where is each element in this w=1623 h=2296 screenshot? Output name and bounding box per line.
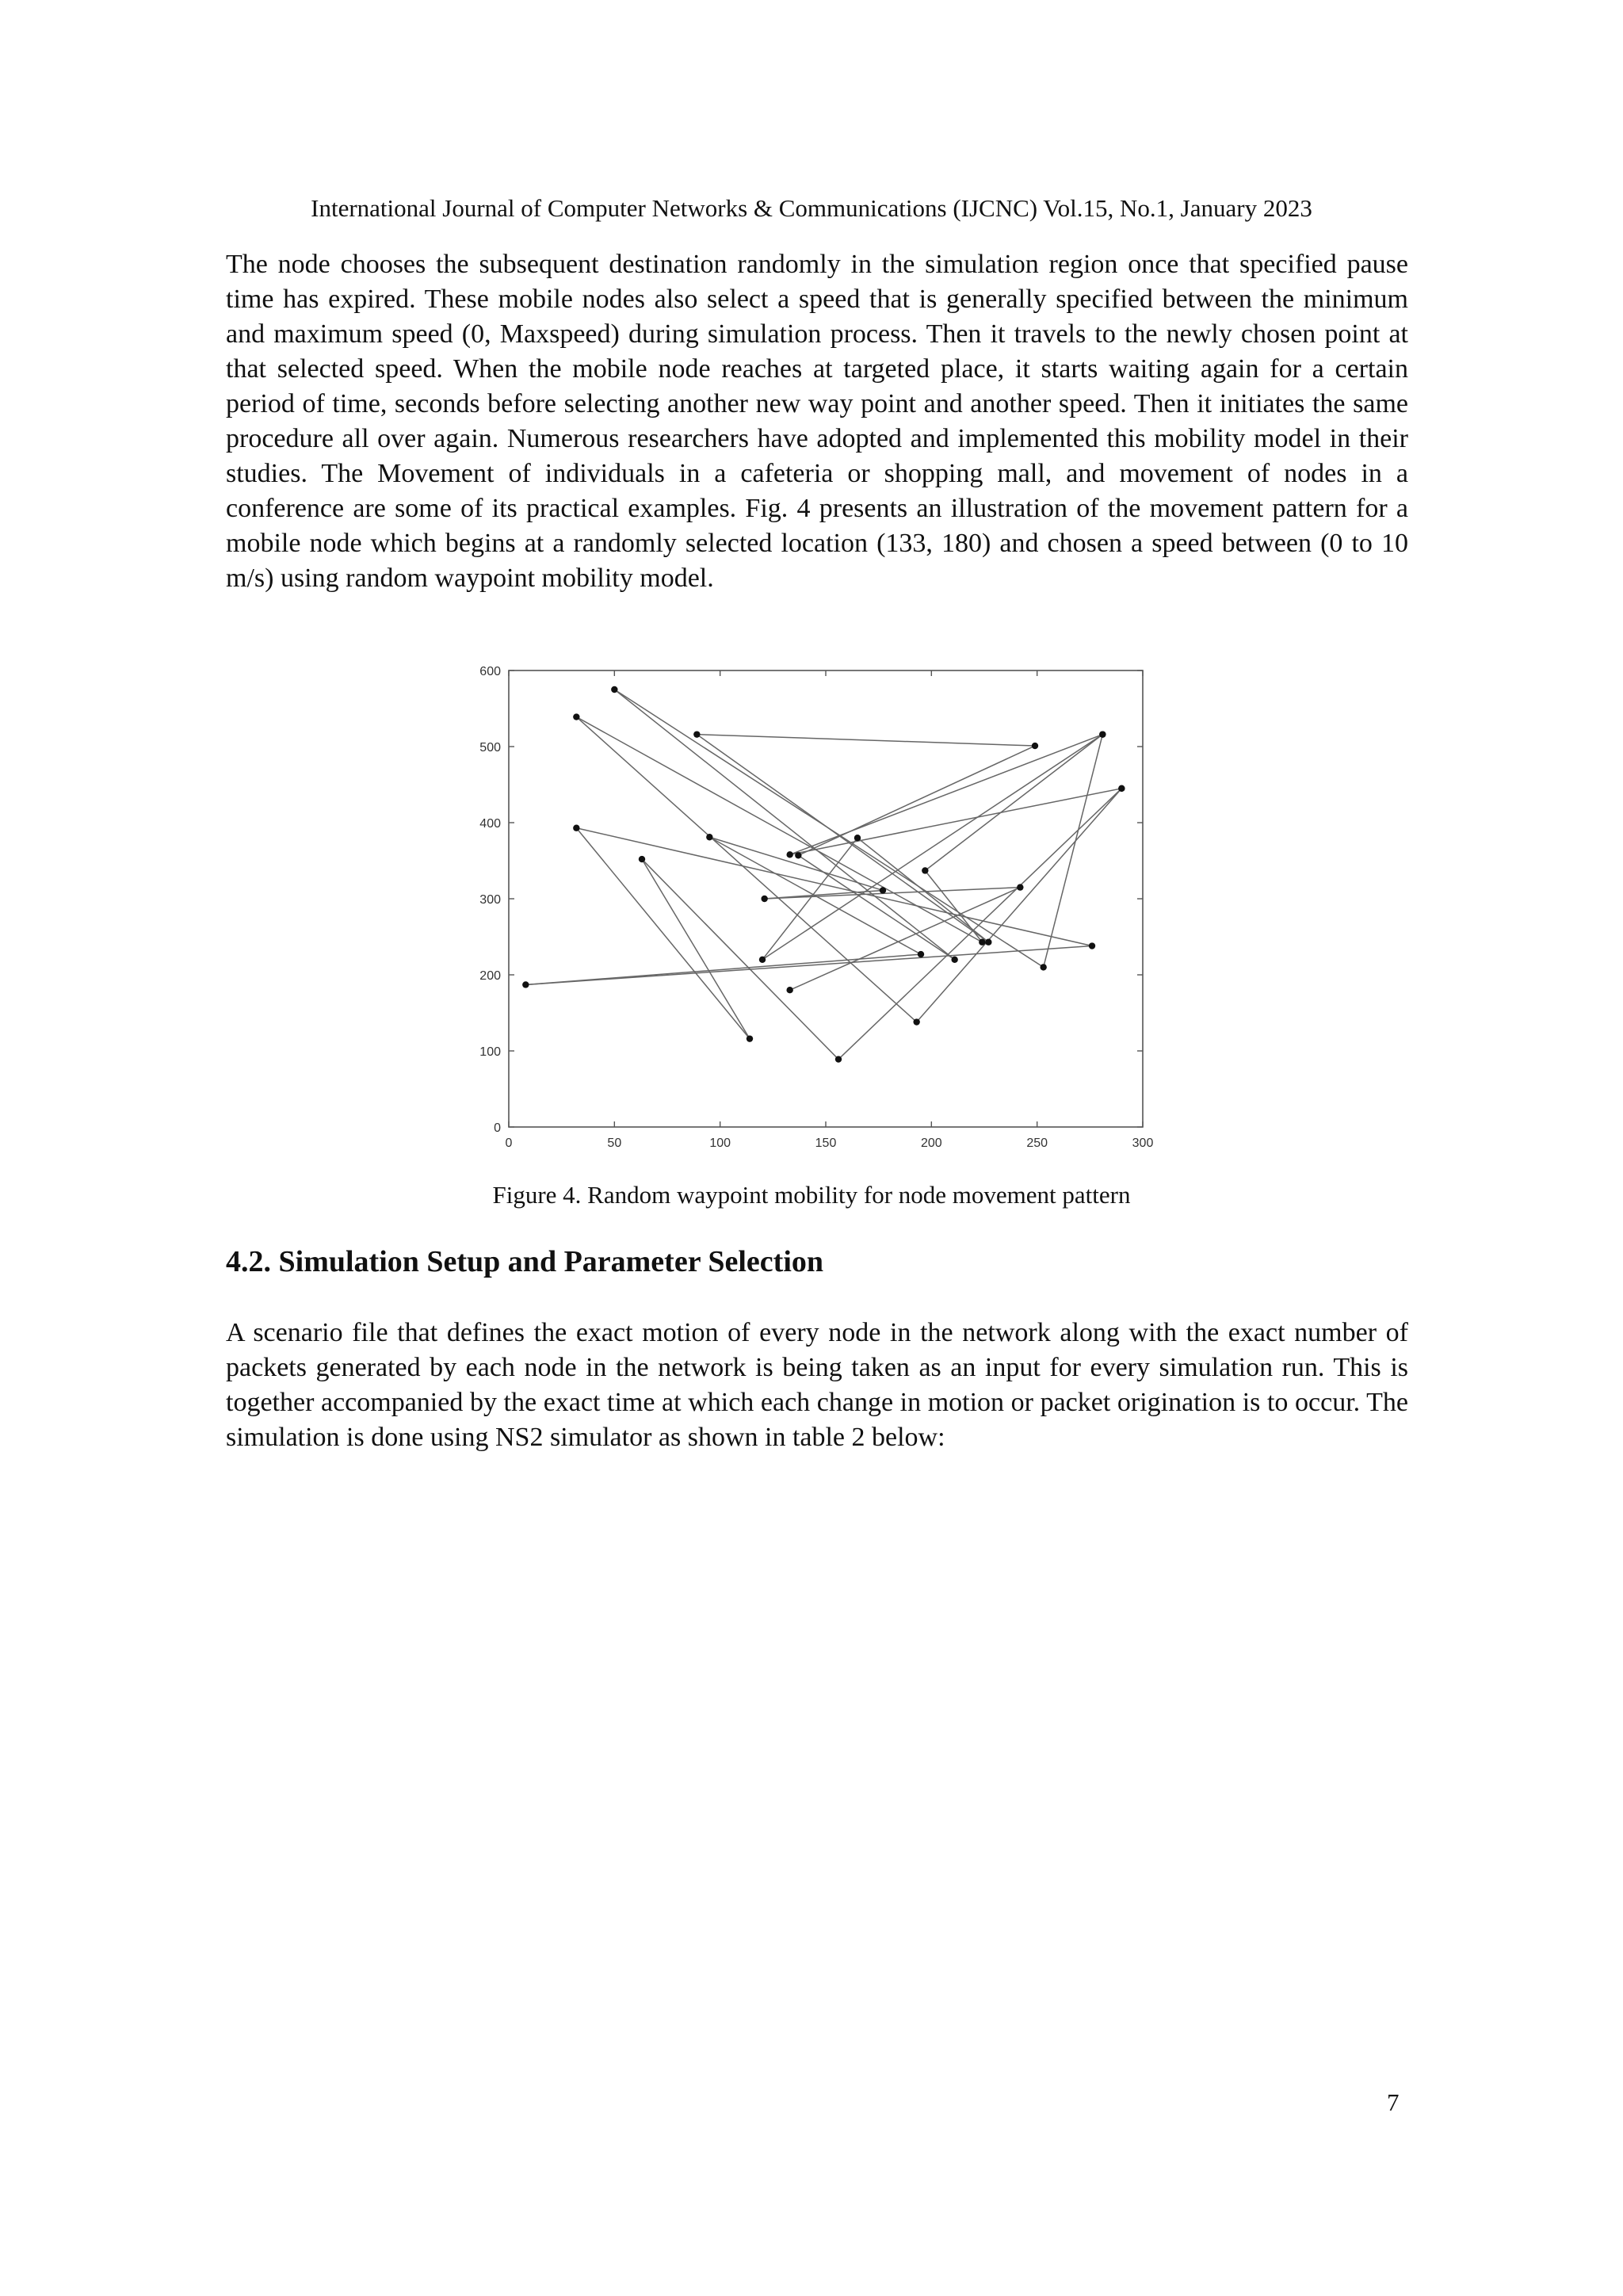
waypoint-marker (759, 957, 766, 963)
waypoint-marker (880, 887, 886, 893)
path-segment (697, 735, 1035, 746)
y-tick-label: 400 (479, 817, 501, 831)
path-segment (576, 717, 916, 1022)
path-segment (1044, 735, 1103, 968)
waypoint-marker (693, 731, 700, 737)
page-number: 7 (1387, 2088, 1400, 2116)
waypoint-marker (1099, 731, 1106, 737)
waypoint-marker (835, 1056, 842, 1062)
waypoints (522, 686, 1125, 1063)
path-segment (925, 735, 1102, 871)
waypoint-marker (985, 939, 991, 946)
waypoint-marker (522, 981, 529, 988)
path-segment (642, 859, 838, 1059)
running-header: International Journal of Computer Networks & Communications (IJCNC) Vol.15, No.1, January 2023 (311, 194, 1312, 222)
y-tick-label: 100 (479, 1045, 501, 1059)
waypoint-marker (573, 825, 579, 831)
waypoint-marker (747, 1035, 753, 1041)
waypoint-marker (639, 856, 645, 862)
y-tick-label: 300 (479, 893, 501, 907)
path-segment (614, 690, 954, 960)
waypoint-marker (1089, 942, 1095, 949)
path-segment (925, 870, 982, 942)
waypoint-marker (979, 939, 985, 946)
waypoint-marker (573, 713, 579, 720)
waypoint-marker (922, 867, 928, 873)
x-tick-label: 200 (920, 1137, 942, 1149)
y-tick-label: 0 (494, 1121, 501, 1135)
waypoint-marker (1032, 743, 1038, 749)
waypoint-marker (1118, 785, 1125, 792)
path-segment (576, 717, 982, 942)
x-tick-label: 250 (1026, 1137, 1048, 1149)
path-segment (614, 690, 1043, 967)
y-tick-label: 200 (479, 969, 501, 983)
body-paragraph-1: The node chooses the subsequent destination randomly in the simulation region once that specified pause time has expired. These mobile nodes also select a speed that is generally specified between the minimum and maximum speed (0, Maxspeed) during simulation process. Then it travels to the newly chosen point at that selected speed. When the mobile node reaches at targeted place, it starts waiting again for a certain period of time, seconds before selecting another new way point and another speed. Then it initiates the same procedure all over again. Numerous researchers have adopted and implemented this mobility model in their studies. The Movement of individuals in a cafeteria or shopping mall, and movement of nodes in a conference are some of its practical examples. Fig. 4 presents an illustration of the movement pattern for a mobile node which begins at a randomly selected location (133, 180) and chosen a speed between (0 to 10 m/s) using random waypoint mobility model. (226, 250, 1408, 593)
waypoint-marker (1017, 884, 1023, 890)
waypoint-marker (706, 834, 712, 840)
waypoint-marker (611, 686, 617, 693)
x-tick-label: 0 (505, 1137, 513, 1149)
waypoint-marker (795, 852, 801, 858)
chart-ticks (479, 665, 1153, 1149)
path-segment (576, 828, 750, 1039)
waypoint-marker (951, 957, 957, 963)
x-tick-label: 100 (709, 1137, 731, 1149)
waypoint-marker (918, 951, 924, 957)
path-segment (790, 735, 1103, 855)
path-segment (798, 746, 1035, 855)
waypoint-marker (1040, 964, 1046, 970)
y-tick-label: 600 (479, 665, 501, 678)
mobility-chart (444, 658, 1157, 1149)
path-segment (709, 837, 921, 954)
x-tick-label: 300 (1132, 1137, 1154, 1149)
waypoint-marker (786, 851, 792, 858)
section-heading: 4.2. Simulation Setup and Parameter Selection (226, 1245, 824, 1278)
waypoint-marker (761, 896, 767, 902)
path-segment (642, 859, 750, 1039)
path-segment (525, 946, 1092, 985)
body-paragraph-2: A scenario file that defines the exact motion of every node in the network along with the exact number of packets generated by each node in the network is being taken as an input for every simulation run. This is together accompanied by the exact time at which each change in motion or packet origination is to occur. The simulation is done using NS2 simulator as shown in table 2 below: (226, 1318, 1408, 1452)
waypoint-marker (786, 987, 792, 993)
waypoint-marker (913, 1018, 919, 1025)
x-tick-label: 50 (607, 1137, 622, 1149)
waypoint-marker (854, 835, 861, 841)
x-tick-label: 150 (815, 1137, 837, 1149)
figure-caption: Figure 4. Random waypoint mobility for node movement pattern (492, 1181, 1131, 1209)
path-segment (798, 855, 954, 960)
figure-4 (444, 658, 1157, 1149)
y-tick-label: 500 (479, 741, 501, 755)
